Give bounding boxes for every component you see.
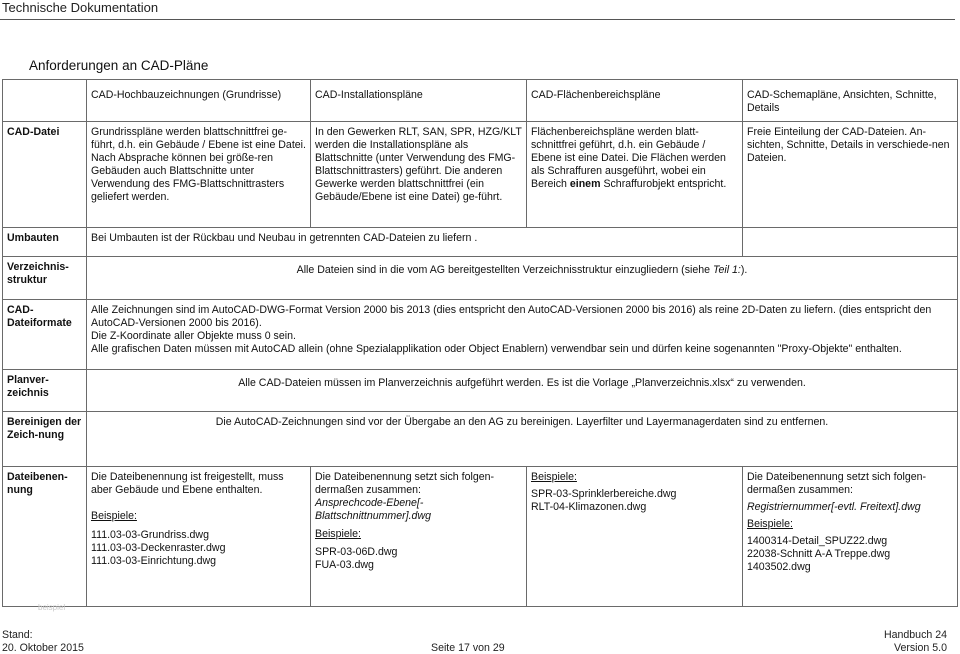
row-label: Umbauten [3,228,87,257]
row-label: Verzeichnis-struktur [3,257,87,300]
table-cell: Freie Einteilung der CAD-Dateien. An-sichten, Schnitte, Details in verschiede-nen Dateien. [743,122,958,228]
cell-text: Schraffurobjekt entspricht. [600,178,727,190]
table-cell: In den Gewerken RLT, SAN, SPR, HZG/KLT werden die Installationspläne als Blattschnitte (unter Verwendung des FMG-Blattschnittrasters) geführt. Die anderen Gewerke werden blattschnittfrei (ein Gebäude/Ebene ist eine Datei) ge-führt. [311,122,527,228]
document-title: Technische Dokumentation [2,0,159,15]
column-header: CAD-Schemapläne, Ansichten, Schnitte, Details [743,80,958,122]
table-cell [743,467,958,607]
cell-text: ). [740,264,748,276]
example-item: 1400314-Detail_SPUZ22.dwg [747,535,888,547]
table-cell-empty [743,228,958,257]
table-row [3,300,958,370]
reference-text: Teil 1: [712,264,741,276]
table-row [3,122,958,228]
table-cell [311,467,527,607]
table-cell [527,122,743,228]
naming-pattern: Registriernummer[-evtl. Freitext].dwg [747,501,921,513]
column-header: CAD-Installationspläne [311,80,527,122]
table-cell [527,467,743,607]
example-item: FUA-03.dwg [315,559,374,571]
cell-line: Alle Zeichnungen sind im AutoCAD-DWG-Format Version 2000 bis 2013 (dies entspricht den AutoCAD-Versionen 2000 bis 2016) als reine 2D-Daten zu liefern. (dies entspricht den AutoCAD-Versionen 2000 bis 2016). [91,304,932,329]
table-cell: Grundrisspläne werden blattschnittfrei ge-führt, d.h. ein Gebäude / Ebene ist eine Datei. Nach Absprache können bei größe-ren Gebäuden auch Blattschnitte unter Verwendung des FMG-Blattschnittrasters geliefert werden. [87,122,311,228]
row-label: Bereinigen der Zeich-nung [3,412,87,467]
section-title: Anforderungen an CAD-Pläne [29,58,209,73]
header-corner-cell [3,80,87,122]
cell-text: Die Dateibenennung setzt sich folgen-dermaßen zusammen: [315,471,495,496]
footer-version: Version 5.0 [893,642,947,654]
table-cell: Alle CAD-Dateien müssen im Planverzeichnis aufgeführt werden. Es ist die Vorlage „Planverzeichnis.xlsx“ zu verwenden. [87,370,958,412]
watermark-text: beispiel [38,603,66,612]
cell-line: Alle grafischen Daten müssen mit AutoCAD allein (ohne Spezialapplikation oder Object Enablern) verwendbar sein und dürfen keine sogenannten "Proxy-Objekte" enthalten. [91,343,902,355]
table-cell [87,467,311,607]
cell-text: Die Dateibenennung setzt sich folgen-dermaßen zusammen: [747,471,927,496]
example-item: 111.03-03-Deckenraster.dwg [91,542,226,554]
naming-pattern: Ansprechcode-Ebene[-Blattschnittnummer].dwg [315,497,431,522]
footer-handbook: Handbuch 24 [883,629,947,641]
table-row [3,412,958,467]
bold-text: einem [569,178,601,190]
requirements-table [2,79,958,607]
table-row [3,467,958,607]
example-item: 111.03-03-Einrichtung.dwg [91,555,217,567]
example-item: 111.03-03-Grundriss.dwg [91,529,209,541]
table-row [3,370,958,412]
examples-label: Beispiele: [91,510,137,522]
examples-label: Beispiele: [315,528,361,540]
footer-stand-label: Stand: [2,629,33,641]
footer-date: 20. Oktober 2015 [2,642,84,654]
table-row [3,228,958,257]
table-header-row [3,80,958,122]
example-item: 22038-Schnitt A-A Treppe.dwg [747,548,891,560]
example-item: RLT-04-Klimazonen.dwg [531,501,647,513]
example-item: SPR-03-Sprinklerbereiche.dwg [531,488,677,500]
cell-line: Die Z-Koordinate aller Objekte muss 0 sein. [91,330,296,342]
table-cell [87,257,958,300]
table-cell: Die AutoCAD-Zeichnungen sind vor der Übergabe an den AG zu bereinigen. Layerfilter und Layermanagerdaten sind zu entfernen. [87,412,958,467]
row-label: Dateibenen-nung [3,467,87,607]
table-cell [87,300,958,370]
row-label: CAD-Dateiformate [3,300,87,370]
table-cell: Bei Umbauten ist der Rückbau und Neubau in getrennten CAD-Dateien zu liefern . [87,228,743,257]
column-header: CAD-Flächenbereichspläne [527,80,743,122]
example-item: 1403502.dwg [747,561,811,573]
footer-page-number: Seite 17 von 29 [431,642,505,654]
cell-text: Alle Dateien sind in die vom AG bereitgestellten Verzeichnisstruktur einzugliedern (siehe [296,264,713,276]
examples-label: Beispiele: [747,518,793,530]
row-label: Planver-zeichnis [3,370,87,412]
examples-label: Beispiele: [531,471,577,483]
example-item: SPR-03-06D.dwg [315,546,398,558]
cell-text: Die Dateibenennung ist freigestellt, muss aber Gebäude und Ebene enthalten. [91,471,284,496]
row-label: CAD-Datei [3,122,87,228]
header-divider [0,19,955,20]
table-row [3,257,958,300]
cell-text: Flächenbereichspläne werden blatt-schnittfrei geführt, d.h. ein Gebäude / Ebene ist eine Datei. Die Flächen werden als Schraffuren ausgeführt, wobei ein Bereich [531,126,726,190]
column-header: CAD-Hochbauzeichnungen (Grundrisse) [87,80,311,122]
